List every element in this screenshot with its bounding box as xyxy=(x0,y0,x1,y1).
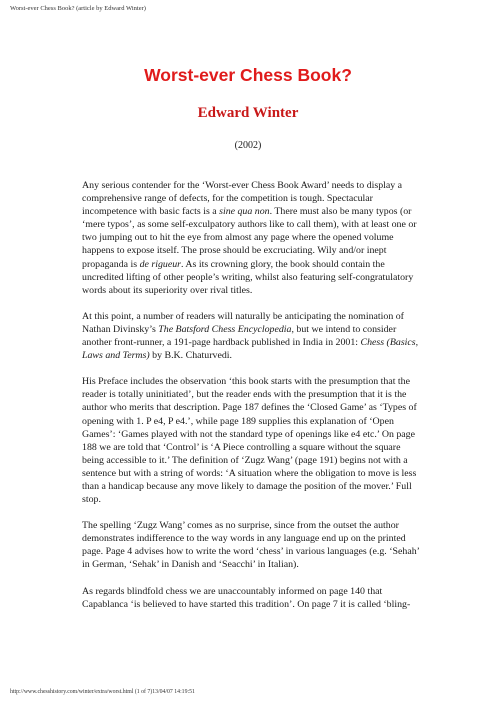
author-name: Edward Winter xyxy=(197,105,299,121)
article-paragraph xyxy=(82,519,422,571)
publication-year: (2002) xyxy=(234,140,262,151)
text-segment: , but we intend to consider another front-runner, a 191-page hardback published in India in 2001: xyxy=(82,323,397,349)
text-segment: by B.K. Chaturvedi. xyxy=(149,350,232,362)
text-segment: The spelling ‘Zugz Wang’ comes as no surprise, since from the outset the author demonstrates indifference to the way words in any language end up on the printed page. Page 4 advises how to write the word ‘chess’ in various languages (e.g. ‘Sehah’ in German, ‘Sehak’ in Danish and ‘Seacchi’ in Italian). xyxy=(82,520,420,571)
article-paragraph xyxy=(82,310,422,362)
text-segment: . There must also be many typos (or ‘mere typos’, as some self-exculpatory authors like to call them), with at least one or two jumping out to hit the eye from almost any page where the opened volume happens to expose itself. The prose should be excruciating. Wily and/or inept propaganda is xyxy=(82,206,417,270)
italic-phrase: de rigueur xyxy=(139,258,182,270)
page-footer-url: http://www.chesshistory.com/winter/extra/worst.html (1 of 7)13/04/07 14:19:51 xyxy=(10,689,195,695)
page-header-strip: Worst-ever Chess Book? (article by Edward Winter) xyxy=(10,5,146,12)
italic-phrase: The Batsford Chess Encyclopedia xyxy=(158,323,292,335)
italic-phrase: Chess (Basics, Laws and Terms) xyxy=(82,337,419,362)
page-title: Worst-ever Chess Book? xyxy=(144,65,352,85)
article-paragraph xyxy=(82,375,422,506)
text-segment: His Preface includes the observation ‘this book starts with the presumption that the reader is totally uninitiated’, but the reader ends with the presumption that it is the author who merits that description. Page 187 defines the ‘Closed Game’ as ‘Types of opening with 1. P e4, P e4.’, while page 189 supplies this explanation of ‘Open Games’: ‘Games played with not the standard type of openings like e4 etc.’ On page 188 we are told that ‘Control’ is ‘A Piece controlling a square without the square being accessible to it.’ The definition of ‘Zugz Wang’ (page 191) begins not with a sentence but with a string of words: ‘A situation where the obligation to move is less than a handicap because any move likely to damage the position of the mover.’ Full stop. xyxy=(82,376,417,506)
italic-phrase: sine qua non xyxy=(219,206,270,218)
article-body xyxy=(82,179,422,624)
article-paragraph xyxy=(82,585,422,611)
text-segment: Any serious contender for the ‘Worst-ever Chess Book Award’ needs to display a comprehensive range of defects, for the competition is tough. Spectacular incompetence with basic facts is a xyxy=(82,180,403,218)
article-paragraph xyxy=(82,179,422,297)
text-segment: . As its crowning glory, the book should contain the uncredited lifting of other people’s writing, whilst also featuring self-congratulatory words about its superiority over rival titles. xyxy=(82,258,414,296)
text-segment: As regards blindfold chess we are unaccountably informed on page 140 that Capablanca ‘is believed to have started this tradition’. On page 7 it is called ‘bling- xyxy=(82,585,411,610)
text-segment: At this point, a number of readers will naturally be anticipating the nomination of Nathan Divinsky’s xyxy=(82,310,404,335)
